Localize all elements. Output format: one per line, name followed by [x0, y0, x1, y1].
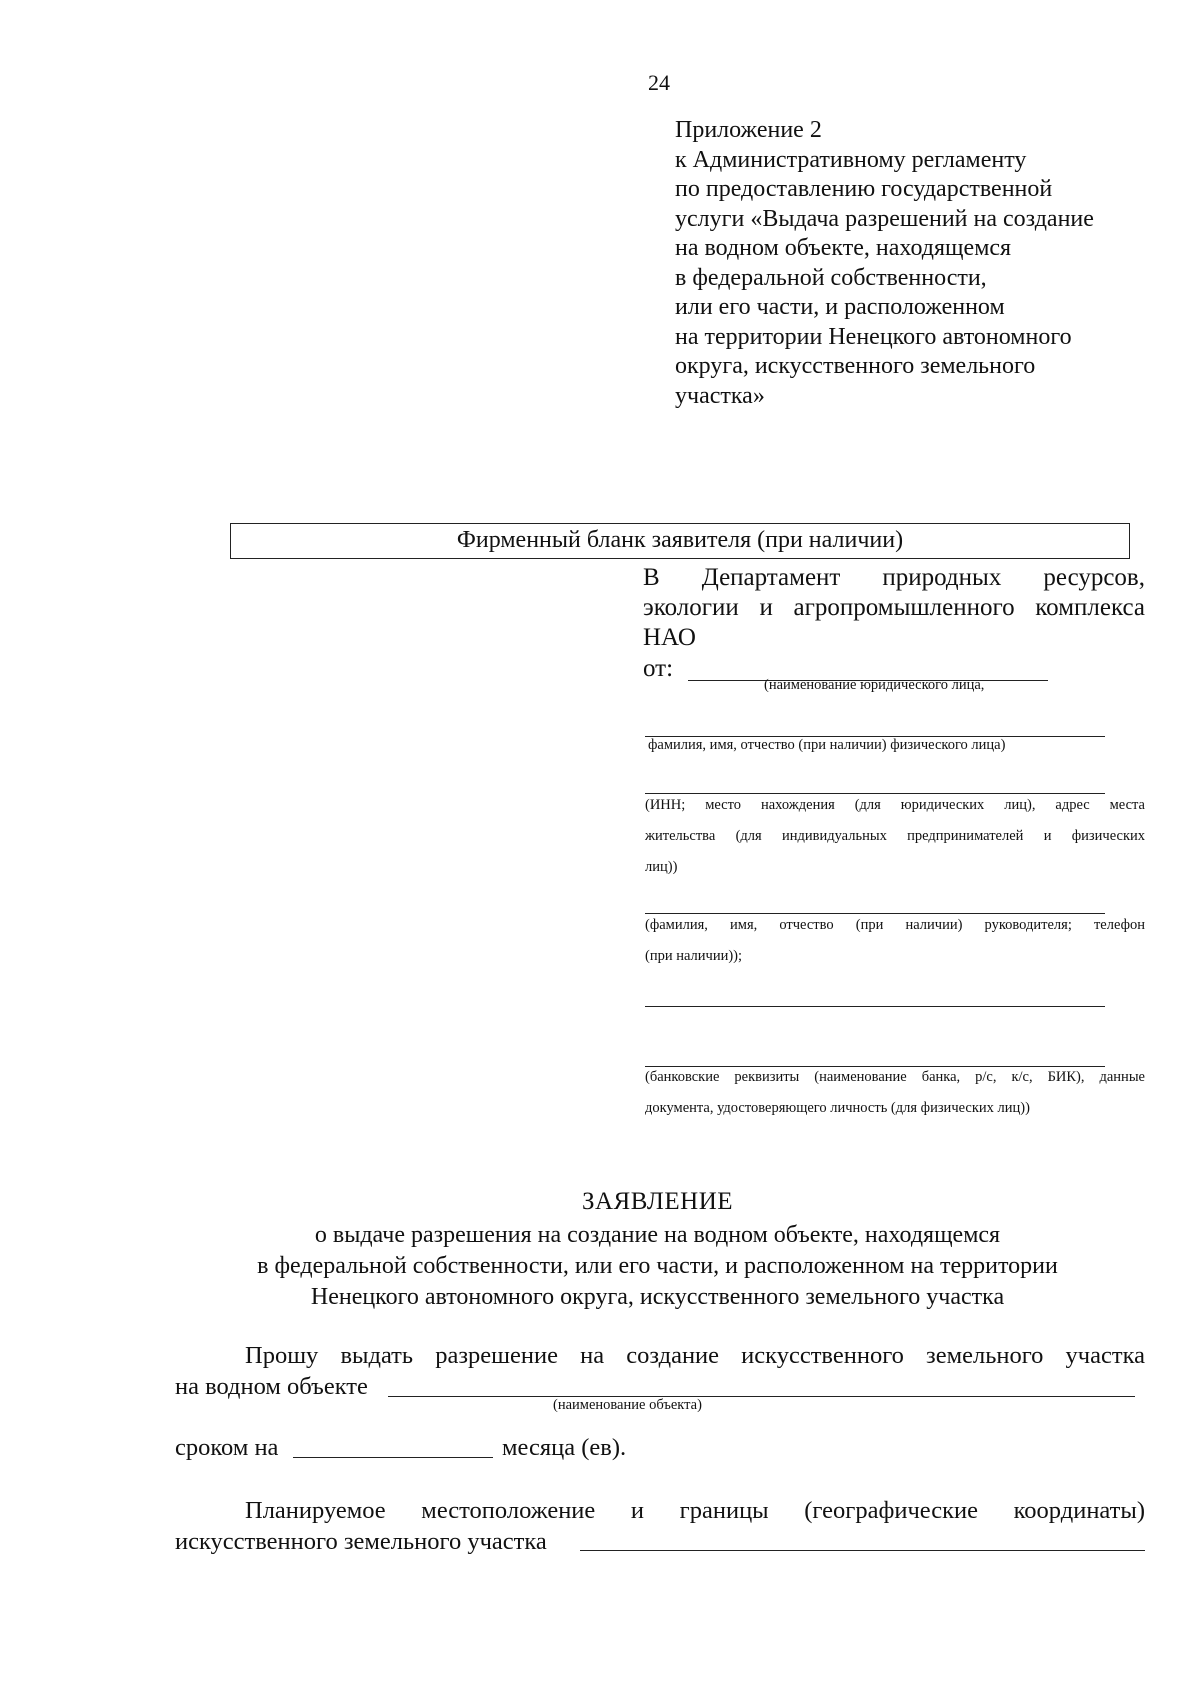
location-field[interactable]: [580, 1550, 1145, 1551]
appendix-line: Приложение 2: [675, 117, 822, 143]
object-name-caption: (наименование объекта): [553, 1397, 702, 1413]
inn-caption-1: (ИНН; место нахождения (для юридических лиц), адрес места: [645, 797, 1145, 813]
letterhead-box: Фирменный бланк заявителя (при наличии): [230, 523, 1130, 559]
subtitle-line: в федеральной собственности, или его части, и расположенном на территории: [257, 1253, 1058, 1279]
term-field[interactable]: [293, 1457, 493, 1458]
blank-line: [645, 1006, 1105, 1007]
appendix-line: по предоставлению государственной: [675, 176, 1053, 202]
subtitle-line: Ненецкого автономного округа, искусственного земельного участка: [310, 1284, 1005, 1310]
document-title: ЗАЯВЛЕНИЕ: [581, 1188, 734, 1215]
page-number: 24: [648, 70, 670, 95]
head-caption-1: (фамилия, имя, отчество (при наличии) руководителя; телефон: [645, 917, 1145, 933]
head-caption-2: (при наличии));: [645, 948, 743, 964]
appendix-heading: [675, 116, 1094, 411]
request-line-1: Прошу выдать разрешение на создание искусственного земельного участка: [245, 1342, 1145, 1369]
appendix-line: на водном объекте, находящемся: [675, 235, 1012, 261]
location-line-1: Планируемое местоположение и границы (географические координаты): [245, 1497, 1145, 1524]
recipient-line-2: экологии и агропромышленного комплекса: [643, 594, 1145, 621]
object-name-field[interactable]: [388, 1396, 1135, 1397]
inn-caption-2: жительства (для индивидуальных предпринимателей и физических: [645, 828, 1145, 844]
appendix-line: к Административному регламенту: [675, 146, 1027, 173]
appendix-line: в федеральной собственности,: [675, 264, 987, 291]
appendix-line: округа, искусственного земельного: [675, 353, 1036, 379]
term-label: сроком на: [175, 1434, 279, 1461]
appendix-line: участка»: [675, 382, 765, 409]
from-label: от:: [643, 655, 674, 682]
appendix-line: на территории Ненецкого автономного: [675, 323, 1072, 350]
location-line-2-label: искусственного земельного участка: [175, 1528, 547, 1555]
appendix-line: или его части, и расположенном: [675, 294, 1005, 320]
recipient-line-3: НАО: [643, 624, 696, 651]
bank-caption-1: (банковские реквизиты (наименование банка, р/с, к/с, БИК), данные: [645, 1069, 1145, 1085]
individual-name-caption: фамилия, имя, отчество (при наличии) физического лица): [648, 737, 1006, 753]
inn-caption-3: лиц)): [645, 859, 678, 875]
document-subtitle: [170, 1220, 1145, 1313]
bank-caption-2: документа, удостоверяющего личность (для физических лиц)): [645, 1100, 1030, 1116]
term-suffix: месяца (ев).: [502, 1434, 627, 1461]
request-line-2-label: на водном объекте: [175, 1373, 368, 1400]
recipient-line-1: В Департамент природных ресурсов,: [643, 564, 1145, 591]
appendix-line: услуги «Выдача разрешений на создание: [675, 205, 1094, 232]
legal-name-caption: (наименование юридического лица,: [764, 677, 985, 693]
subtitle-line: о выдаче разрешения на создание на водном объекте, находящемся: [314, 1222, 1001, 1248]
